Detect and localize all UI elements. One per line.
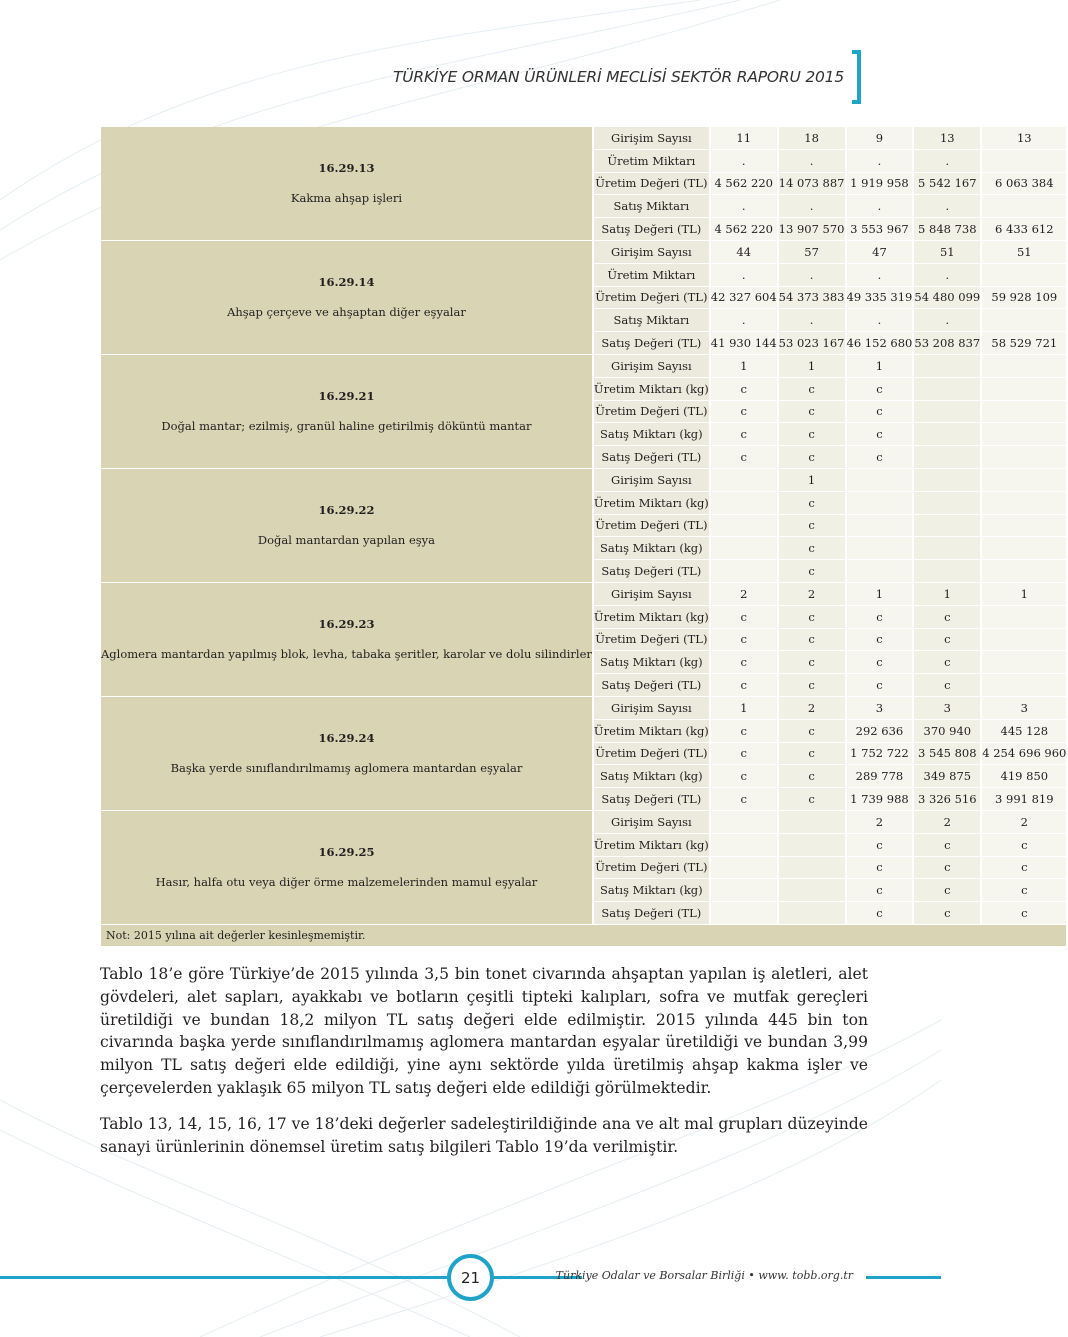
value-cell: 1 752 722 [847, 743, 913, 765]
value-cell: 1 [847, 583, 913, 605]
value-cell [711, 492, 777, 514]
value-cell [982, 195, 1066, 217]
value-cell [847, 515, 913, 537]
product-name: Aglomera mantardan yapılmış blok, levha, tabaka şeritler, karolar ve dolu silindirler [101, 647, 592, 662]
metric-label: Üretim Değeri (TL) [594, 515, 709, 537]
value-cell: c [847, 423, 913, 445]
value-cell: c [914, 674, 980, 696]
product-group-cell [101, 697, 592, 810]
value-cell: c [914, 651, 980, 673]
metric-label: Üretim Miktarı (kg) [594, 834, 709, 856]
value-cell [914, 423, 980, 445]
value-cell [982, 606, 1066, 628]
value-cell [982, 446, 1066, 468]
value-cell: 4 562 220 [711, 218, 777, 240]
value-cell: 1 [847, 355, 913, 377]
value-cell: c [711, 788, 777, 810]
value-cell: . [847, 150, 913, 172]
value-cell [711, 857, 777, 879]
metric-label: Satış Değeri (TL) [594, 218, 709, 240]
value-cell: c [711, 743, 777, 765]
value-cell: 3 [914, 697, 980, 719]
value-cell: 11 [711, 127, 777, 149]
value-cell: 2 [779, 697, 845, 719]
value-cell: 1 [779, 355, 845, 377]
value-cell: c [779, 788, 845, 810]
value-cell: . [914, 150, 980, 172]
metric-label: Satış Miktarı [594, 309, 709, 331]
product-group-cell [101, 583, 592, 696]
value-cell: 41 930 144 [711, 332, 777, 354]
value-cell: 49 335 319 [847, 287, 913, 309]
value-cell [711, 902, 777, 924]
value-cell: 445 128 [982, 720, 1066, 742]
product-group-cell [101, 127, 592, 240]
value-cell: c [711, 423, 777, 445]
value-cell [982, 150, 1066, 172]
metric-label: Satış Miktarı [594, 195, 709, 217]
product-name: Doğal mantardan yapılan eşya [257, 533, 436, 548]
value-cell: 1 [711, 697, 777, 719]
value-cell: c [779, 492, 845, 514]
value-cell: c [847, 879, 913, 901]
value-cell [711, 834, 777, 856]
value-cell: c [779, 674, 845, 696]
value-cell: 1 739 988 [847, 788, 913, 810]
value-cell [847, 492, 913, 514]
value-cell: . [711, 264, 777, 286]
metric-label: Girişim Sayısı [594, 583, 709, 605]
metric-label: Üretim Miktarı (kg) [594, 606, 709, 628]
value-cell: 3 [982, 697, 1066, 719]
value-cell: c [711, 720, 777, 742]
value-cell [982, 674, 1066, 696]
table-row [101, 355, 1066, 377]
value-cell [982, 629, 1066, 651]
value-cell [711, 560, 777, 582]
value-cell [711, 469, 777, 491]
value-cell: c [847, 378, 913, 400]
value-cell: 51 [982, 241, 1066, 263]
value-cell: 58 529 721 [982, 332, 1066, 354]
metric-label: Satış Değeri (TL) [594, 674, 709, 696]
value-cell: 53 208 837 [914, 332, 980, 354]
value-cell: 54 373 383 [779, 287, 845, 309]
metric-label: Satış Miktarı (kg) [594, 537, 709, 559]
value-cell [982, 515, 1066, 537]
value-cell: 9 [847, 127, 913, 149]
value-cell [847, 537, 913, 559]
value-cell [779, 857, 845, 879]
value-cell: c [779, 629, 845, 651]
value-cell: 13 [914, 127, 980, 149]
value-cell: 5 848 738 [914, 218, 980, 240]
product-code: 16.29.13 [318, 161, 375, 176]
value-cell: c [711, 674, 777, 696]
value-cell: 54 480 099 [914, 287, 980, 309]
value-cell [914, 560, 980, 582]
value-cell: . [711, 195, 777, 217]
value-cell: c [779, 606, 845, 628]
value-cell: 2 [779, 583, 845, 605]
value-cell [982, 355, 1066, 377]
value-cell: c [779, 560, 845, 582]
value-cell: 46 152 680 [847, 332, 913, 354]
value-cell: 6 433 612 [982, 218, 1066, 240]
value-cell: 3 [847, 697, 913, 719]
value-cell [982, 309, 1066, 331]
value-cell: . [711, 309, 777, 331]
value-cell: c [847, 674, 913, 696]
value-cell: . [847, 309, 913, 331]
value-cell [711, 515, 777, 537]
value-cell: c [779, 765, 845, 787]
value-cell: c [711, 446, 777, 468]
value-cell: c [711, 401, 777, 423]
value-cell [982, 560, 1066, 582]
value-cell: 4 254 696 960 [982, 743, 1066, 765]
product-code: 16.29.25 [318, 845, 375, 860]
value-cell: 13 [982, 127, 1066, 149]
header-bracket-decoration [852, 50, 861, 104]
value-cell: . [779, 309, 845, 331]
value-cell: c [982, 834, 1066, 856]
product-code: 16.29.22 [318, 503, 375, 518]
footer-publisher: Türkiye Odalar ve Borsalar Birliği • www. tobb.org.tr [555, 1269, 853, 1282]
value-cell: 13 907 570 [779, 218, 845, 240]
product-code: 16.29.14 [318, 275, 375, 290]
value-cell: c [779, 720, 845, 742]
metric-label: Satış Miktarı (kg) [594, 651, 709, 673]
value-cell: c [847, 902, 913, 924]
value-cell: c [779, 537, 845, 559]
value-cell: c [982, 857, 1066, 879]
body-paragraph-2: Tablo 13, 14, 15, 16, 17 ve 18’deki değerler sadeleştirildiğinde ana ve alt mal grupları düzeyinde sanayi ürünlerinin dönemsel üretim satış bilgileri Tablo 19’da verilmiştir. [100, 1115, 868, 1156]
value-cell: c [914, 834, 980, 856]
value-cell: . [847, 264, 913, 286]
product-code: 16.29.21 [318, 389, 375, 404]
value-cell [914, 537, 980, 559]
value-cell: c [914, 879, 980, 901]
table-row [101, 583, 1066, 605]
metric-label: Satış Miktarı (kg) [594, 423, 709, 445]
value-cell: c [711, 378, 777, 400]
metric-label: Girişim Sayısı [594, 241, 709, 263]
value-cell: 59 928 109 [982, 287, 1066, 309]
value-cell: 57 [779, 241, 845, 263]
body-paragraph-1: Tablo 18’e göre Türkiye’de 2015 yılında 3,5 bin tonet civarında ahşaptan yapılan iş aletleri, alet gövdeleri, alet sapları, ayakkabı ve botların çeşitli tipteki kalıpları, sofra ve mutfak gereçleri üretildiği ve bundan 18,2 milyon TL satış değeri elde edilmiştir. 2015 yılında 445 bin ton civarında başka yerde sınıflandırılmamış aglomera mantardan eşyalar üretildiği ve bundan 3,99 milyon TL satış değeri elde edildiği, yine aynı sektörde yılda üretilmiş ahşap kakma işler ve çerçevelerden yaklaşık 65 milyon TL satış değeri elde edildiği görülmektedir. [100, 965, 868, 1097]
value-cell [847, 560, 913, 582]
metric-label: Girişim Sayısı [594, 469, 709, 491]
product-group-cell [101, 241, 592, 354]
metric-label: Üretim Miktarı [594, 264, 709, 286]
metric-label: Satış Değeri (TL) [594, 902, 709, 924]
value-cell: 5 542 167 [914, 173, 980, 195]
value-cell: 18 [779, 127, 845, 149]
metric-label: Üretim Değeri (TL) [594, 857, 709, 879]
value-cell: 51 [914, 241, 980, 263]
value-cell: 4 562 220 [711, 173, 777, 195]
value-cell [847, 469, 913, 491]
value-cell: c [914, 606, 980, 628]
value-cell [982, 401, 1066, 423]
value-cell [711, 811, 777, 833]
value-cell: 1 [914, 583, 980, 605]
value-cell: 1 [982, 583, 1066, 605]
metric-label: Girişim Sayısı [594, 697, 709, 719]
footer-rule-right [866, 1276, 941, 1279]
value-cell [779, 834, 845, 856]
value-cell [982, 651, 1066, 673]
value-cell: c [847, 629, 913, 651]
value-cell: . [847, 195, 913, 217]
value-cell [914, 492, 980, 514]
value-cell: . [779, 195, 845, 217]
product-name: Doğal mantar; ezilmiş, granül haline getirilmiş döküntü mantar [161, 419, 532, 434]
value-cell: c [982, 879, 1066, 901]
report-header-title: TÜRKİYE ORMAN ÜRÜNLERİ MECLİSİ SEKTÖR RAPORU 2015 [392, 68, 844, 86]
value-cell: c [779, 401, 845, 423]
value-cell: . [711, 150, 777, 172]
value-cell [982, 378, 1066, 400]
value-cell: . [779, 264, 845, 286]
value-cell [914, 446, 980, 468]
value-cell [779, 879, 845, 901]
product-name: Kakma ahşap işleri [290, 191, 402, 206]
product-code: 16.29.24 [318, 731, 375, 746]
value-cell: 289 778 [847, 765, 913, 787]
value-cell: 1 [779, 469, 845, 491]
metric-label: Satış Değeri (TL) [594, 560, 709, 582]
metric-label: Girişim Sayısı [594, 127, 709, 149]
footer-rule-left [0, 1276, 447, 1279]
value-cell: . [914, 309, 980, 331]
value-cell: c [711, 765, 777, 787]
value-cell: c [779, 743, 845, 765]
value-cell: . [914, 264, 980, 286]
value-cell: 370 940 [914, 720, 980, 742]
metric-label: Üretim Miktarı (kg) [594, 378, 709, 400]
value-cell: . [914, 195, 980, 217]
value-cell: 42 327 604 [711, 287, 777, 309]
value-cell [914, 469, 980, 491]
value-cell [711, 879, 777, 901]
value-cell: c [779, 651, 845, 673]
product-code: 16.29.23 [318, 617, 375, 632]
value-cell [982, 492, 1066, 514]
value-cell: 3 326 516 [914, 788, 980, 810]
value-cell [711, 537, 777, 559]
metric-label: Üretim Değeri (TL) [594, 743, 709, 765]
value-cell: c [779, 378, 845, 400]
table-note: Not: 2015 yılına ait değerler kesinleşmemiştir. [101, 925, 1066, 946]
value-cell: c [847, 651, 913, 673]
value-cell: c [847, 446, 913, 468]
value-cell: 1 919 958 [847, 173, 913, 195]
value-cell [982, 537, 1066, 559]
value-cell: 2 [711, 583, 777, 605]
metric-label: Girişim Sayısı [594, 811, 709, 833]
value-cell: c [847, 606, 913, 628]
table-note-row [101, 925, 1066, 946]
value-cell [779, 902, 845, 924]
metric-label: Satış Değeri (TL) [594, 332, 709, 354]
table-row [101, 811, 1066, 833]
value-cell: 349 875 [914, 765, 980, 787]
value-cell: 53 023 167 [779, 332, 845, 354]
value-cell: 3 991 819 [982, 788, 1066, 810]
metric-label: Üretim Miktarı (kg) [594, 720, 709, 742]
value-cell: c [711, 606, 777, 628]
product-group-cell [101, 469, 592, 582]
metric-label: Üretim Değeri (TL) [594, 629, 709, 651]
value-cell: c [779, 446, 845, 468]
value-cell: c [914, 857, 980, 879]
value-cell [914, 378, 980, 400]
value-cell: c [914, 902, 980, 924]
value-cell [914, 515, 980, 537]
table-row [101, 241, 1066, 263]
value-cell: 14 073 887 [779, 173, 845, 195]
page-number-text: 21 [460, 1268, 481, 1287]
page-number [447, 1254, 494, 1301]
value-cell [982, 469, 1066, 491]
metric-label: Satış Değeri (TL) [594, 446, 709, 468]
metric-label: Üretim Miktarı (kg) [594, 492, 709, 514]
value-cell: 2 [914, 811, 980, 833]
value-cell [982, 264, 1066, 286]
value-cell: c [914, 629, 980, 651]
value-cell: 1 [711, 355, 777, 377]
value-cell [779, 811, 845, 833]
metric-label: Üretim Değeri (TL) [594, 401, 709, 423]
metric-label: Üretim Değeri (TL) [594, 173, 709, 195]
table-row [101, 469, 1066, 491]
product-name: Hasır, halfa otu veya diğer örme malzemelerinden mamul eşyalar [155, 875, 538, 890]
value-cell: c [711, 629, 777, 651]
value-cell: 44 [711, 241, 777, 263]
metric-label: Girişim Sayısı [594, 355, 709, 377]
value-cell [982, 423, 1066, 445]
value-cell: 419 850 [982, 765, 1066, 787]
product-group-cell [101, 811, 592, 924]
value-cell: c [847, 834, 913, 856]
value-cell [914, 355, 980, 377]
value-cell: c [982, 902, 1066, 924]
value-cell: 3 553 967 [847, 218, 913, 240]
value-cell: 3 545 808 [914, 743, 980, 765]
table-row [101, 127, 1066, 149]
product-name: Ahşap çerçeve ve ahşaptan diğer eşyalar [227, 305, 466, 320]
product-name: Başka yerde sınıflandırılmamış aglomera mantardan eşyalar [170, 761, 523, 776]
value-cell: . [779, 150, 845, 172]
value-cell: c [711, 651, 777, 673]
metric-label: Üretim Miktarı [594, 150, 709, 172]
value-cell: c [847, 857, 913, 879]
value-cell: 47 [847, 241, 913, 263]
production-sales-table [99, 126, 1068, 947]
value-cell: c [779, 423, 845, 445]
value-cell: 2 [982, 811, 1066, 833]
product-group-cell [101, 355, 592, 468]
value-cell [914, 401, 980, 423]
value-cell: 2 [847, 811, 913, 833]
metric-label: Satış Değeri (TL) [594, 788, 709, 810]
value-cell: 292 636 [847, 720, 913, 742]
table-row [101, 697, 1066, 719]
metric-label: Üretim Değeri (TL) [594, 287, 709, 309]
metric-label: Satış Miktarı (kg) [594, 765, 709, 787]
value-cell: c [779, 515, 845, 537]
value-cell: c [847, 401, 913, 423]
value-cell: 6 063 384 [982, 173, 1066, 195]
metric-label: Satış Miktarı (kg) [594, 879, 709, 901]
